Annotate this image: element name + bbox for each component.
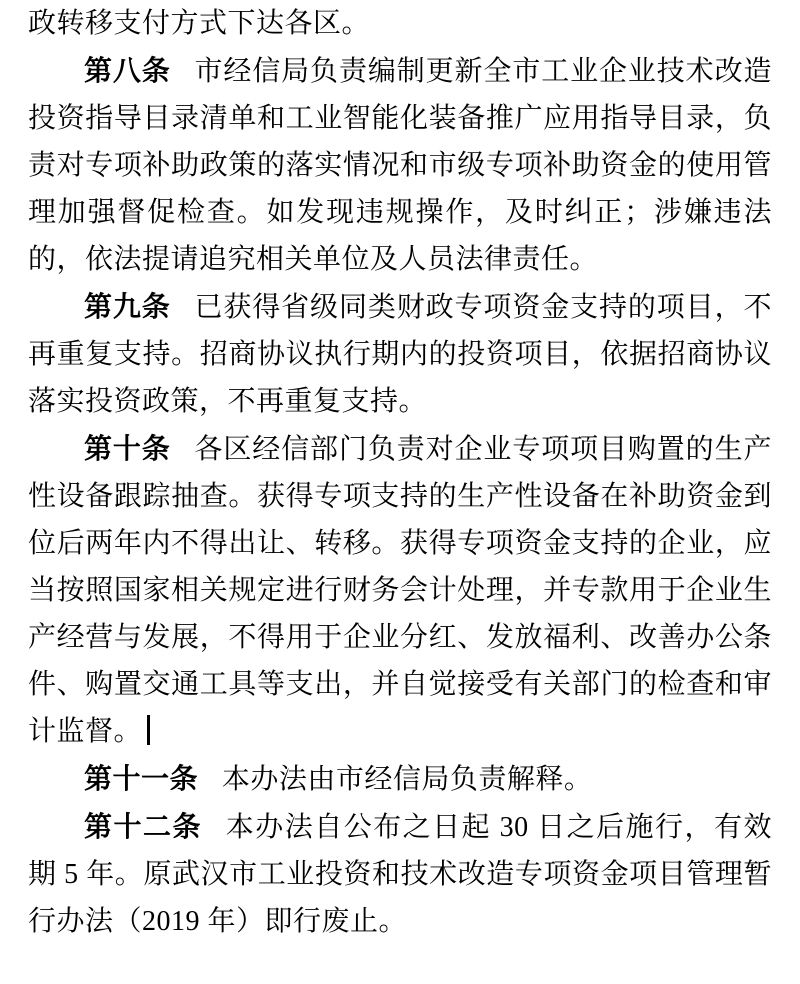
article-number: 第九条 bbox=[84, 291, 171, 322]
article-number: 第十一条 bbox=[84, 763, 199, 794]
article-paragraph-9[interactable] bbox=[28, 283, 772, 425]
article-number: 第十条 bbox=[84, 433, 171, 464]
article-paragraph-10[interactable] bbox=[28, 425, 772, 755]
article-paragraph-8[interactable] bbox=[28, 47, 772, 283]
article-text: 已获得省级同类财政专项资金支持的项目，不再重复支持。招商协议执行期内的投资项目，依据招商协议落实投资政策，不再重复支持。 bbox=[28, 292, 772, 417]
article-text: 本办法自公布之日起 30 日之后施行，有效期 5 年。原武汉市工业投资和技术改造专项资金项目管理暂行办法（2019 年）即行废止。 bbox=[28, 812, 772, 937]
article-text: 各区经信部门负责对企业专项项目购置的生产性设备跟踪抽查。获得专项支持的生产性设备在补助资金到位后两年内不得出让、转移。获得专项资金支持的企业，应当按照国家相关规定进行财务会计处理，并专款用于企业生产经营与发展，不得用于企业分红、发放福利、改善办公条件、购置交通工具等支出，并自觉接受有关部门的检查和审计监督。 bbox=[28, 434, 772, 747]
article-text: 本办法由市经信局负责解释。 bbox=[221, 764, 593, 795]
article-paragraph-11[interactable] bbox=[28, 755, 772, 803]
article-text: 市经信局负责编制更新全市工业企业技术改造投资指导目录清单和工业智能化装备推广应用指导目录，负责对专项补助政策的落实情况和市级专项补助资金的使用管理加强督促检查。如发现违规操作，及时纠正；涉嫌违法的，依法提请追究相关单位及人员法律责任。 bbox=[28, 56, 772, 275]
paragraph-continuation[interactable] bbox=[28, 0, 772, 47]
text-cursor bbox=[147, 715, 150, 745]
paragraph-text: 政转移支付方式下达各区。 bbox=[28, 8, 371, 39]
article-number: 第十二条 bbox=[84, 811, 202, 842]
article-number: 第八条 bbox=[84, 55, 171, 86]
article-paragraph-12[interactable] bbox=[28, 803, 772, 945]
